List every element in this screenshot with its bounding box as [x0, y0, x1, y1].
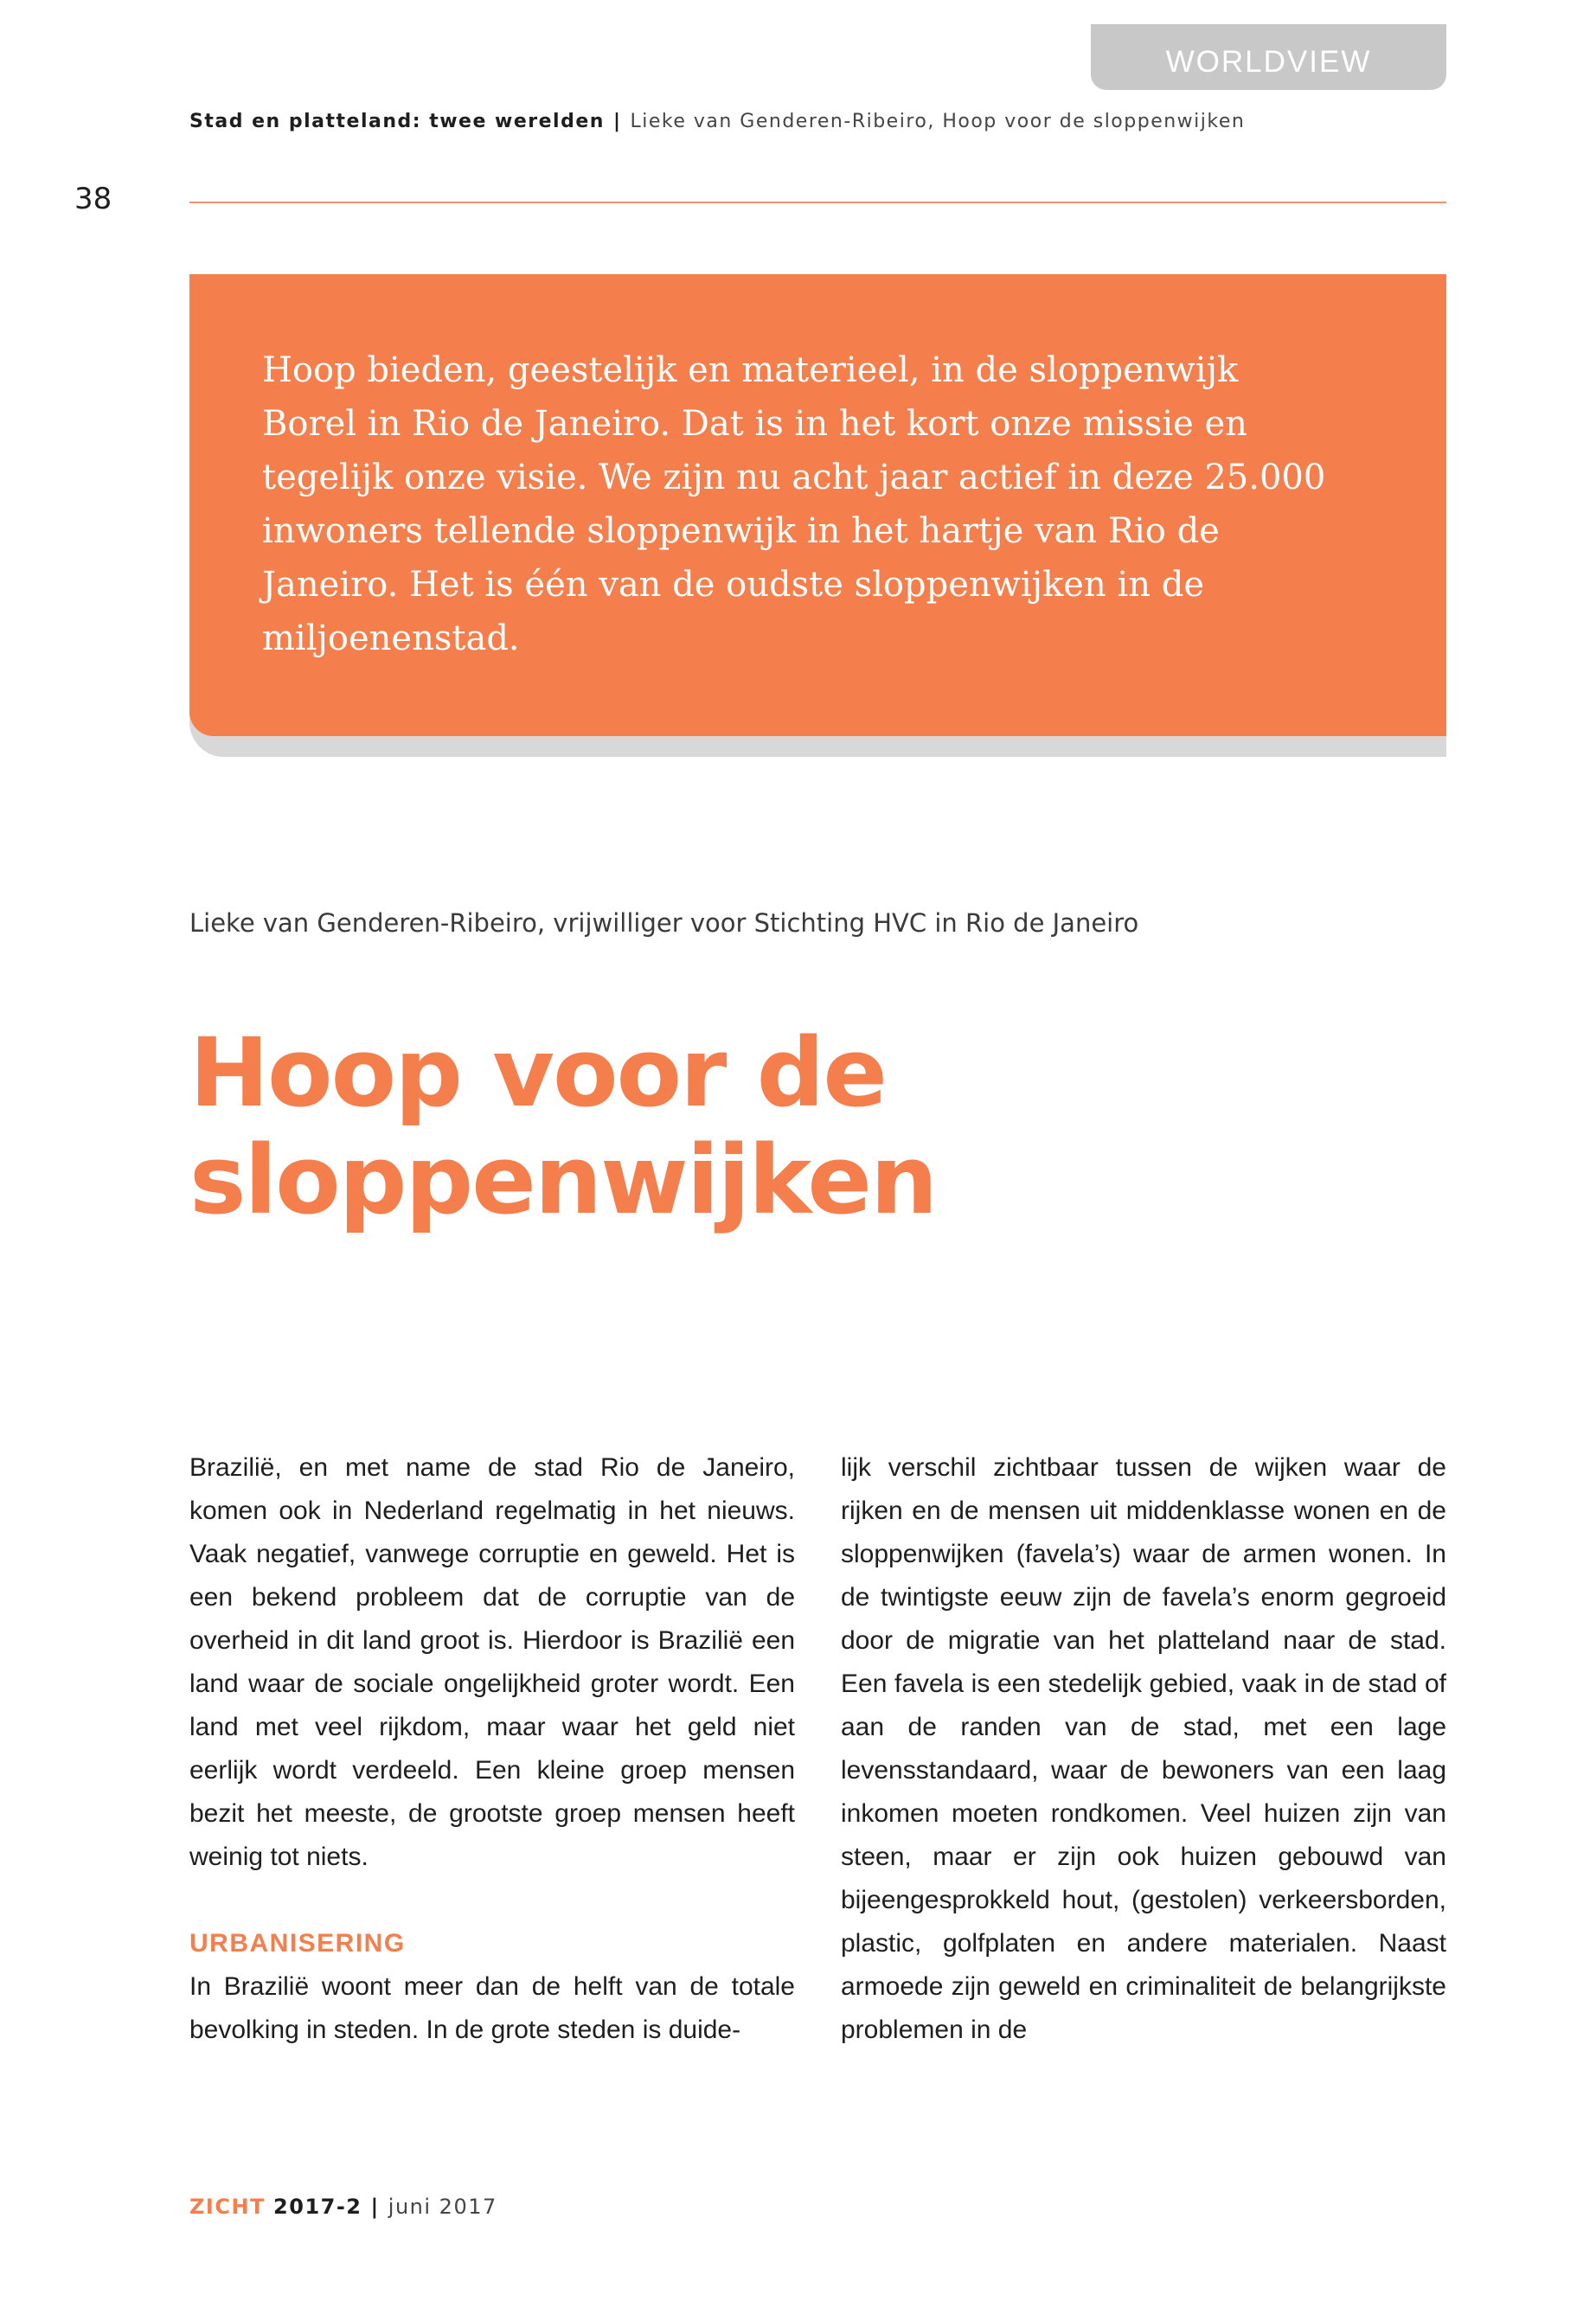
running-header-section: Stad en platteland: twee werelden	[189, 111, 605, 132]
body-paragraph-1: Brazilië, en met name de stad Rio de Janeiro, komen ook in Nederland regelmatig in het nieuws. Vaak negatief, vanwege corruptie en geweld. Het is een bekend probleem dat de corruptie van de overheid in dit land groot is. Hierdoor is Brazilië een land waar de sociale ongelijkheid groter wordt. Een land met veel rijkdom, maar waar het geld niet eerlijk wordt verdeeld. Een kleine groep mensen bezit het meeste, de grootste groep mensen heeft weinig tot niets.	[189, 1453, 795, 1871]
footer-separator: |	[370, 2195, 380, 2219]
author-byline: Lieke van Genderen-Ribeiro, vrijwilliger voor Stichting HVC in Rio de Janeiro	[189, 908, 1139, 938]
running-header-article: Lieke van Genderen-Ribeiro, Hoop voor de sloppenwijken	[630, 111, 1246, 132]
page-footer	[189, 2195, 497, 2219]
footer-date: juni 2017	[388, 2195, 497, 2219]
running-header	[189, 111, 1245, 132]
running-header-separator: |	[612, 111, 622, 132]
footer-magazine: ZICHT	[189, 2195, 266, 2219]
article-title: Hoop voor de sloppenwijken	[189, 1017, 937, 1235]
worldview-tab	[1091, 24, 1446, 90]
body-column-left	[189, 1446, 795, 2052]
body-column-right	[841, 1446, 1446, 2052]
intro-quote-box	[189, 274, 1446, 736]
page-number: 38	[74, 182, 112, 216]
body-paragraph-2-start: In Brazilië woont meer dan de helft van de totale bevolking in steden. In de grote steden is duide-	[189, 1972, 795, 2044]
intro-quote-text: Hoop bieden, geestelijk en materieel, in de sloppenwijk Borel in Rio de Janeiro. Dat is in het kort onze missie en tegelijk onze visie. We zijn nu acht jaar actief in deze 25.000 inwoners tellende sloppenwijk in het hartje van Rio de Janeiro. Het is één van de oudste sloppenwijken in de miljoenenstad.	[262, 350, 1326, 658]
body-paragraph-2-continued: lijk verschil zichtbaar tussen de wijken waar de rijken en de mensen uit middenklasse wonen en de sloppenwijken (favela’s) waar de armen wonen. In de twintigste eeuw zijn de favela’s enorm gegroeid door de migratie van het platteland naar de stad. Een favela is een stedelijk gebied, vaak in de stad of aan de randen van de stad, met een lage levensstandaard, waar de bewoners van een laag inkomen moeten rondkomen. Veel huizen zijn van steen, maar er zijn ook huizen gebouwd van bijeengesprokkeld hout, (gestolen) verkeersborden, plastic, golfplaten en andere materialen. Naast armoede zijn geweld en criminaliteit de belangrijkste problemen in de	[841, 1453, 1446, 2044]
header-divider	[189, 202, 1446, 203]
subheading-urbanisering: URBANISERING	[189, 1929, 406, 1958]
worldview-tab-label: WORLDVIEW	[1165, 45, 1372, 79]
footer-issue: 2017-2	[273, 2195, 362, 2219]
